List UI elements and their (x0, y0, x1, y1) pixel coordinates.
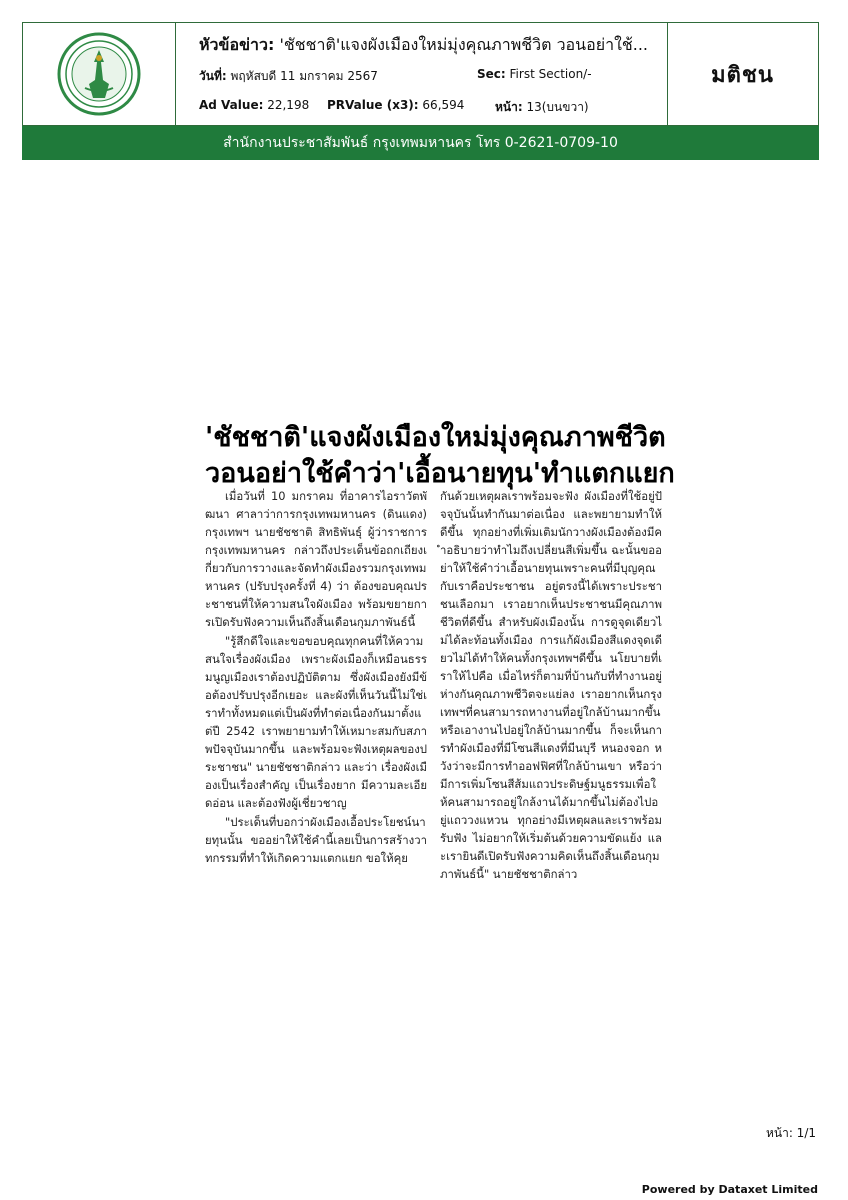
value-row (199, 98, 659, 112)
powered-by: Powered by Dataxet Limited (641, 1183, 818, 1196)
page-value: 13(บนขวา) (526, 100, 589, 114)
publication-cell (667, 23, 818, 125)
paragraph: "ประเด็นที่บอกว่าผังเมืองเอื้อประโยชน์นายทุนนั้น ขออย่าให้ใช้คำนี้เลยเป็นการสร้างวาทกรรมที่ทำให้เกิดความแตกแยก ขอให้คุย (205, 815, 427, 865)
ad-value-label: Ad Value: (199, 98, 264, 112)
date-value: พฤหัสบดี 11 มกราคม 2567 (230, 69, 378, 83)
page-label: หน้า: (495, 100, 523, 114)
pr-value: 66,594 (422, 98, 465, 112)
article-title (205, 420, 675, 492)
sec-value: First Section/- (509, 67, 592, 81)
paragraph: "รู้สึกดีใจและขอขอบคุณทุกคนที่ให้ความสนใจเรื่องผังเมือง เพราะผังเมืองก็เหมือนธรรมนูญเมืองเราต้องปฏิบัติตาม ซึ่งผังเมืองยังมีข้อต้องปรับปรุงอีกเยอะ และผังที่เห็นวันนี้ไม่ใช่เราทำทั้งหมดแต่เป็นผังที่ทำต่อเนื่องกันมาตั้งแต่ปี 2542 เราพยายามทำให้เหมาะสมกับสภาพปัจจุบันมากขึ้น และพร้อมจะฟังเหตุผลของประชาชน" นายชัชชาติกล่าว และว่า เรื่องผังเมืองเป็นเรื่องสำคัญ เป็นเรื่องยาก มีความละเอียดอ่อน และต้องฟังผู้เชี่ยวชาญ (205, 634, 427, 810)
headline-row (199, 33, 659, 58)
date-label: วันที่: (199, 69, 227, 83)
date-row (199, 67, 659, 86)
sec-field (477, 67, 592, 81)
paragraph: กันด้วยเหตุผลเราพร้อมจะฟัง ผังเมืองที่ใช้อยู่ปัจจุบันนั้นทำกันมาต่อเนื่อง และพยายามทำให้ดีขึ้น ทุกอย่างที่เพิ่มเติมนักวางผังเมืองต้องมีคำอธิบายว่าทำไมถึงเปลี่ยนสีเพิ่มขึ้น ฉะนั้นขออย่าให้ใช้คำว่าเอื้อนายทุนเพราะคนที่มีบุญคุณกับเราคือประชาชน อยู่ตรงนี้ได้เพราะประชาชนเลือกมา เราอยากเห็นประชาชนมีคุณภาพชีวิตที่ดีขึ้น สำหรับผังเมืองนั้น การดูจุดเดียวไม่ได้ละท้อนทั้งเมือง การแก้ผังเมืองสีแดงจุดเดียวไม่ได้ทำให้คนทั้งกรุงเทพฯดีขึ้น นโยบายที่เราให้ไปคือ เมื่อไหร่ก็ตามที่บ้านกับที่ทำงานอยู่ห่างกันคุณภาพชีวิตจะแย่ลง เราอยากเห็นกรุงเทพฯที่คนสามารถหางานที่อยู่ใกล้บ้านมากขึ้น หรือเอางานไปอยู่ใกล้บ้านมากขึ้น ก็จะเห็นการทำผังเมืองที่มีโซนสีแดงที่มีนบุรี หนองจอก หวังว่าจะมีการทำออฟฟิศที่ใกล้บ้านเขา หรือว่ามีการเพิ่มโซนสีส้มแถวประดิษฐ์มนูธรรมเพื่อให้คนสามารถอยู่ใกล้งานได้มากขึ้นไม่ต้องไปอยู่แถววงแหวน ทุกอย่างมีเหตุผลและเราพร้อมรับฟัง ไม่อยากให้เริ่มต้นด้วยความขัดแย้ง และเรายินดีเปิดรับฟังความคิดเห็นถึงสิ้นเดือนกุมภาพันธ์นี้" นายชัชชาติกล่าว (440, 489, 662, 881)
paragraph: เมื่อวันที่ 10 มกราคม ที่อาคารไอราวัตพัฒนา ศาลาว่าการกรุงเทพมหานคร (ดินแดง) กรุงเทพฯ นายชัชชาติ สิทธิพันธุ์ ผู้ว่าราชการกรุงเทพมหานคร กล่าวถึงประเด็นข้อถกเถียงเกี่ยวกับการวางและจัดทำผังเมืองรวมกรุงเทพมหานคร (ปรับปรุงครั้งที่ 4) ว่า ต้องขอบคุณประชาชนที่ให้ความสนใจผังเมือง พร้อมขยายการเปิดรับฟังความเห็นถึงสิ้นเดือนกุมภาพันธ์นี้ (205, 489, 427, 629)
logo-cell (23, 23, 176, 125)
article-column-2 (440, 487, 662, 884)
clipping-header (22, 22, 819, 126)
info-cell (175, 23, 668, 125)
headline-value: 'ชัชชาติ'แจงผังเมืองใหม่มุ่งคุณภาพชีวิต วอนอย่าใช้... (279, 35, 648, 54)
article-column-1 (205, 487, 427, 868)
page-field (495, 98, 589, 117)
page-count: หน้า: 1/1 (765, 1126, 816, 1140)
agency-bar: สำนักงานประชาสัมพันธ์ กรุงเทพมหานคร โทร 0-2621-0709-10 (22, 126, 819, 160)
pr-value-label: PRValue (x3): (327, 98, 419, 112)
article-title-line-2: วอนอย่าใช้คำว่า'เอื้อนายทุน'ทำแตกแยก (205, 458, 675, 489)
sec-label: Sec: (477, 67, 506, 81)
ad-value: 22,198 (267, 98, 310, 112)
headline-label: หัวข้อข่าว: (199, 35, 275, 54)
article-title-line-1: 'ชัชชาติ'แจงผังเมืองใหม่มุ่งคุณภาพชีวิต (205, 422, 666, 453)
publication-name: มติชน (711, 62, 774, 88)
bangkok-seal-icon (57, 32, 141, 116)
pr-value-field (327, 98, 464, 112)
